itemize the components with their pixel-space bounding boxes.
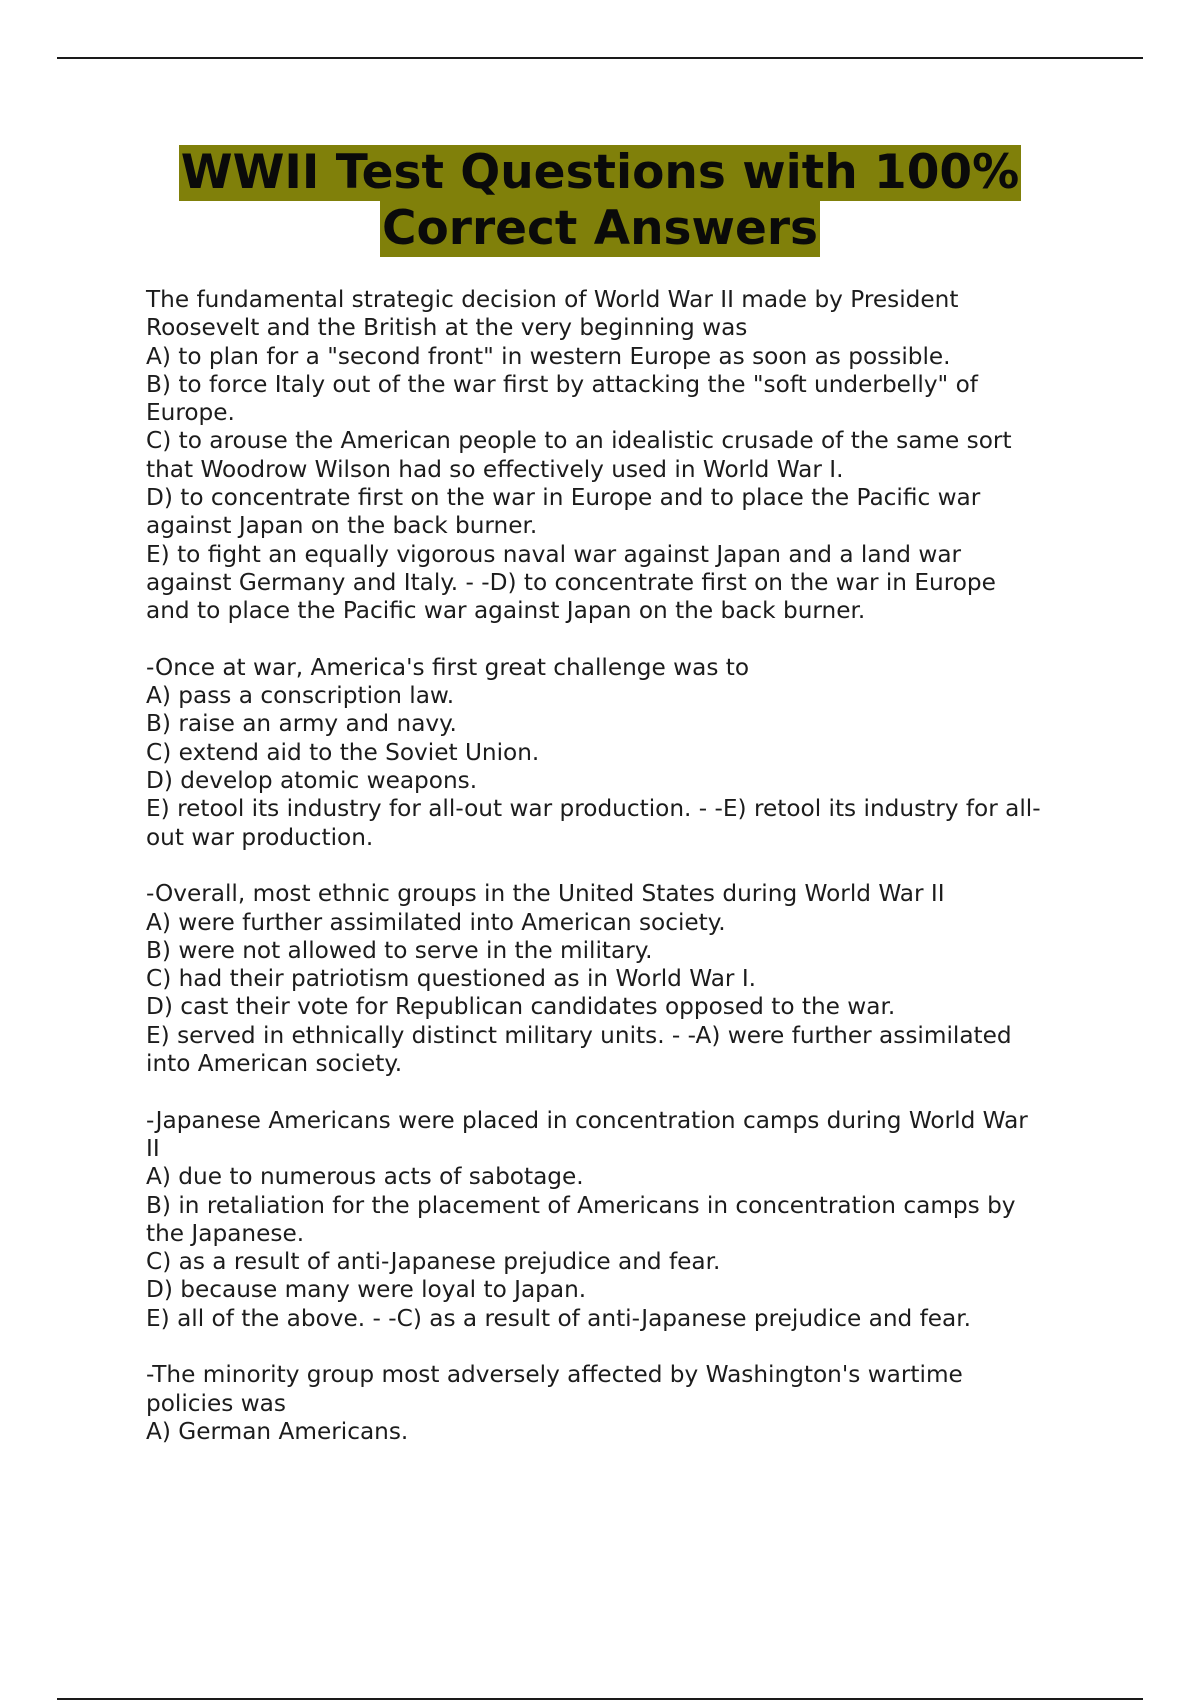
question-line: against Japan on the back burner. xyxy=(146,512,538,540)
question-line: D) develop atomic weapons. xyxy=(146,767,478,795)
question-line: E) to fight an equally vigorous naval war against Japan and a land war xyxy=(146,540,962,568)
question-block xyxy=(146,880,1091,1078)
question-line: Roosevelt and the British at the very beginning was xyxy=(146,314,748,342)
question-line: B) raise an army and navy. xyxy=(146,710,457,738)
question-line: A) to plan for a "second front" in western Europe as soon as possible. xyxy=(146,342,951,370)
question-line: C) as a result of anti-Japanese prejudice and fear. xyxy=(146,1248,721,1276)
question-line: E) all of the above. - -C) as a result of anti-Japanese prejudice and fear. xyxy=(146,1304,972,1332)
title-line-1: WWII Test Questions with 100% xyxy=(180,145,1020,200)
question-line: The fundamental strategic decision of World War II made by President xyxy=(146,286,959,313)
question-line: -Once at war, America's first great challenge was to xyxy=(146,653,750,681)
title-line-2: Correct Answers xyxy=(382,201,818,256)
question-line: the Japanese. xyxy=(146,1219,305,1247)
question-line: E) served in ethnically distinct military units. - -A) were further assimilated xyxy=(146,1021,1012,1049)
question-line: II xyxy=(146,1134,160,1162)
question-list xyxy=(146,286,1091,1474)
question-line: A) due to numerous acts of sabotage. xyxy=(146,1163,584,1191)
question-line: -The minority group most adversely affected by Washington's wartime xyxy=(146,1361,963,1389)
question-line: that Woodrow Wilson had so effectively used in World War I. xyxy=(146,455,844,483)
question-line: A) German Americans. xyxy=(146,1417,409,1445)
question-block xyxy=(146,654,1091,852)
question-line: Europe. xyxy=(146,399,235,427)
question-line: E) retool its industry for all-out war production. - -E) retool its industry for all- xyxy=(146,795,1041,823)
question-line: -Overall, most ethnic groups in the United States during World War II xyxy=(146,880,945,908)
question-line: A) pass a conscription law. xyxy=(146,682,455,710)
question-line: into American society. xyxy=(146,1050,403,1078)
question-line: B) in retaliation for the placement of Americans in concentration camps by xyxy=(146,1191,1016,1219)
question-block xyxy=(146,1361,1091,1446)
question-block xyxy=(146,1107,1091,1333)
question-line: C) extend aid to the Soviet Union. xyxy=(146,738,540,766)
question-line: C) had their patriotism questioned as in World War I. xyxy=(146,965,757,993)
question-line: -Japanese Americans were placed in concentration camps during World War xyxy=(146,1106,1028,1134)
question-line: D) to concentrate first on the war in Europe and to place the Pacific war xyxy=(146,484,981,512)
question-line: D) cast their vote for Republican candidates opposed to the war. xyxy=(146,993,896,1021)
top-rule xyxy=(57,57,1143,59)
question-line: policies was xyxy=(146,1389,286,1417)
question-line: C) to arouse the American people to an idealistic crusade of the same sort xyxy=(146,427,1012,455)
question-line: A) were further assimilated into American society. xyxy=(146,908,726,936)
question-block xyxy=(146,286,1091,626)
question-line: B) were not allowed to serve in the military. xyxy=(146,936,653,964)
document-title xyxy=(0,145,1200,257)
question-line: B) to force Italy out of the war first by attacking the "soft underbelly" of xyxy=(146,370,978,398)
question-line: out war production. xyxy=(146,823,374,851)
question-line: against Germany and Italy. - -D) to concentrate first on the war in Europe xyxy=(146,568,996,596)
question-line: and to place the Pacific war against Japan on the back burner. xyxy=(146,597,866,625)
question-line: D) because many were loyal to Japan. xyxy=(146,1276,587,1304)
